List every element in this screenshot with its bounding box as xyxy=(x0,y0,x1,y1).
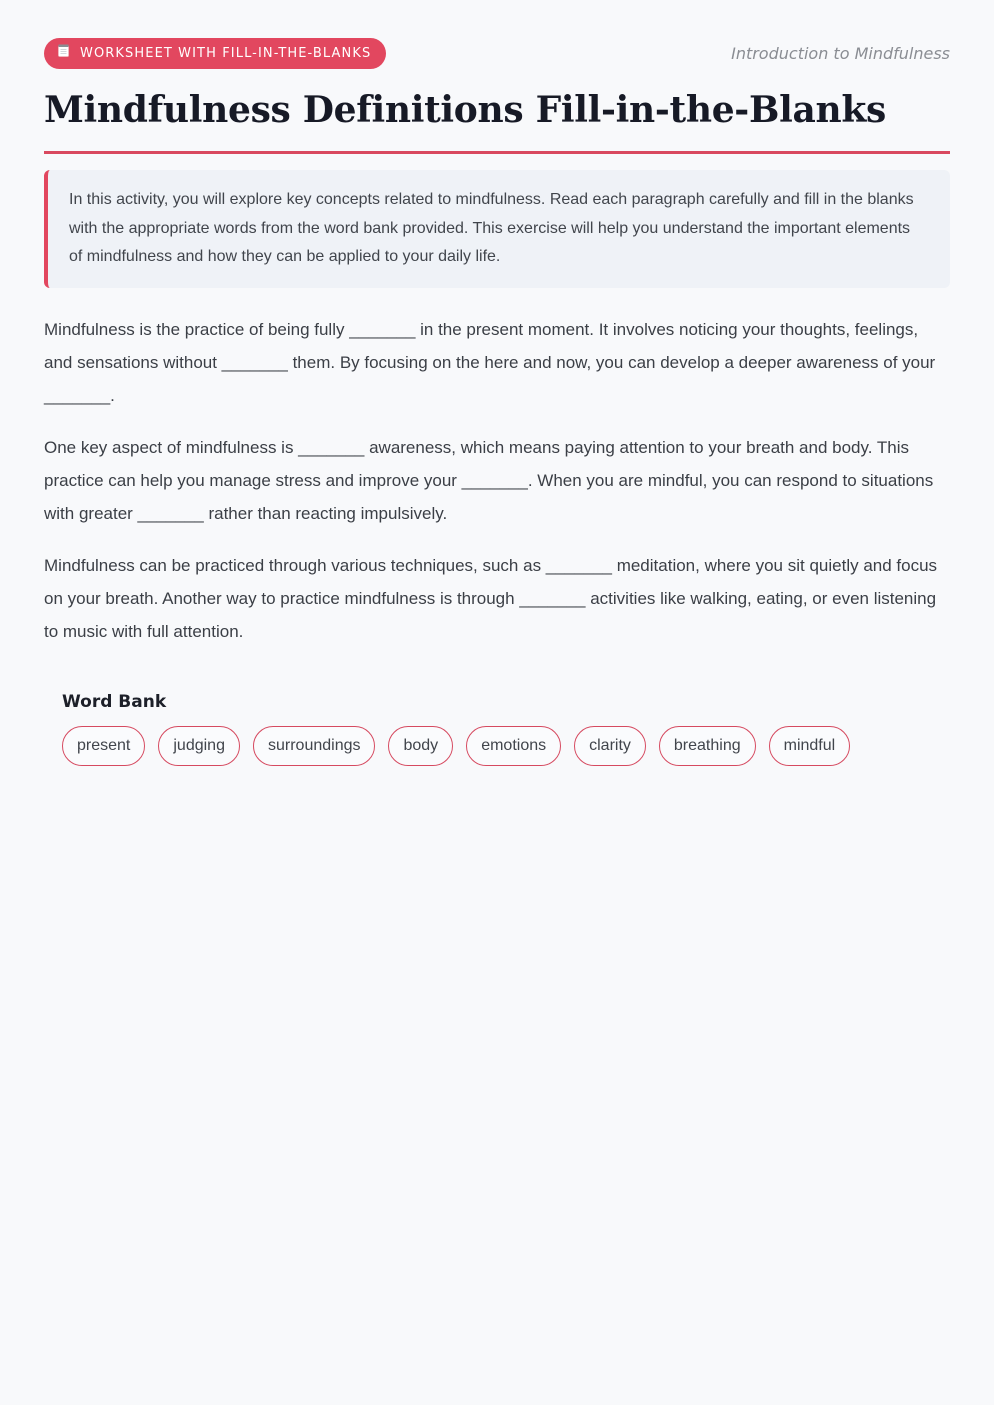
word-chip[interactable]: mindful xyxy=(769,726,851,766)
word-chip[interactable]: judging xyxy=(158,726,240,766)
word-chip[interactable]: surroundings xyxy=(253,726,376,766)
worksheet-type-badge xyxy=(44,38,386,69)
paragraph-2: One key aspect of mindfulness is _______ awareness, which means paying attention to your breath and body. This practice can help you manage stress and improve your _______. When you are mindful, you can respond to situations with greater _______ rather than reacting impulsively. xyxy=(44,437,934,523)
word-chip[interactable]: breathing xyxy=(659,726,756,766)
word-chip[interactable]: clarity xyxy=(574,726,646,766)
word-chip[interactable]: present xyxy=(62,726,145,766)
worksheet-page xyxy=(44,38,950,766)
title-divider xyxy=(44,151,950,154)
intro-callout: In this activity, you will explore key concepts related to mindfulness. Read each paragraph carefully and fill in the blanks with the appropriate words from the word bank provided. This exercise will help you understand the important elements of mindfulness and how they can be applied to your daily life. xyxy=(44,170,950,288)
word-bank xyxy=(44,692,950,766)
worksheet-header xyxy=(44,38,950,69)
paragraph-3: Mindfulness can be practiced through various techniques, such as _______ meditation, where you sit quietly and focus on your breath. Another way to practice mindfulness is through _______ activities like walking, eating, or even listening to music with full attention. xyxy=(44,555,938,641)
page-title: Mindfulness Definitions Fill-in-the-Blanks xyxy=(44,89,886,131)
subject-label: Introduction to Mindfulness xyxy=(731,44,950,63)
word-chip[interactable]: emotions xyxy=(466,726,561,766)
word-chip[interactable]: body xyxy=(388,726,453,766)
badge-label: WORKSHEET WITH FILL-IN-THE-BLANKS xyxy=(80,46,372,61)
paragraph-1: Mindfulness is the practice of being fully _______ in the present moment. It involves noticing your thoughts, feelings, and sensations without _______ them. By focusing on the here and now, you can develop a deeper awareness of your _______. xyxy=(44,319,936,405)
word-bank-chips xyxy=(62,726,950,766)
notepad-icon xyxy=(58,44,69,57)
word-bank-title: Word Bank xyxy=(62,691,167,712)
